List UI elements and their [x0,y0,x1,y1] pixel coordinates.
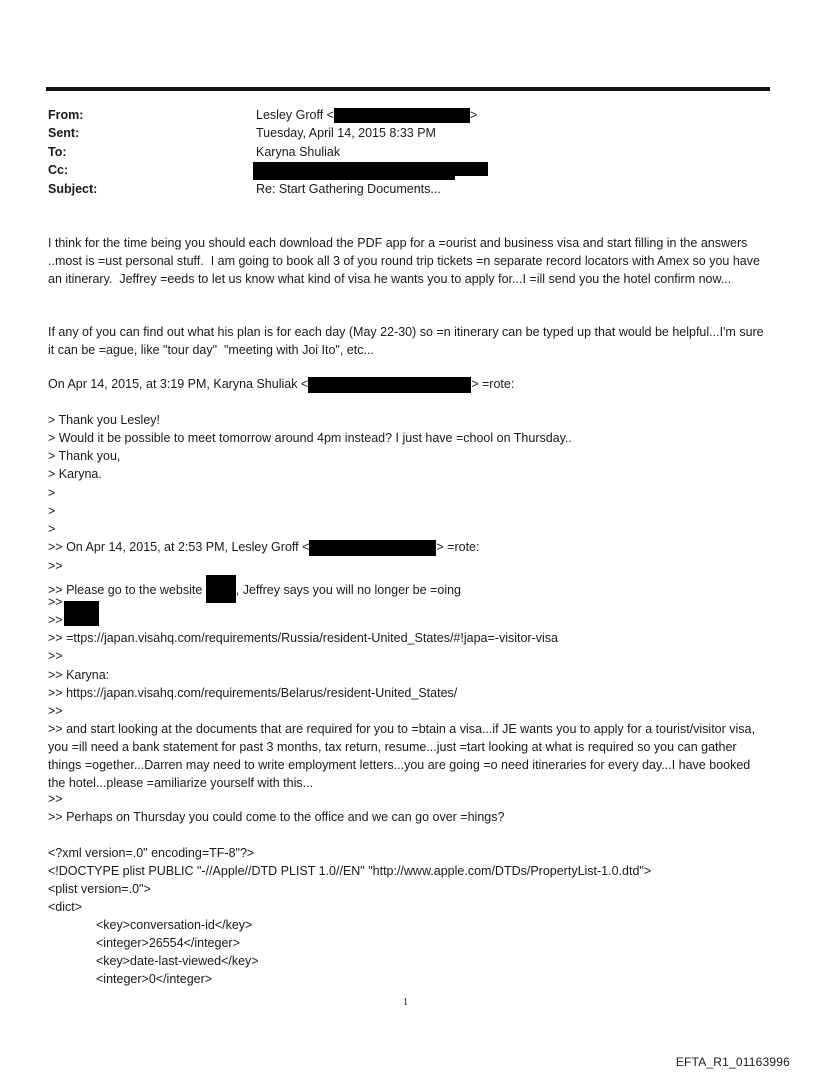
xml-entry: <integer>26554</integer> [96,936,240,950]
subject-value: Re: Start Gathering Documents... [256,182,441,196]
body-paragraph-2: If any of you can find out what his plan is for each day (May 22-30) so =n itinerary can be typed up that would be helpful...I'm sure it can be =ague, like "tour day" "meeting with Joi Ito", etc... [48,325,768,357]
page-number: 1 [403,997,408,1008]
quoted-line: >> [48,704,63,718]
cc-redaction-bar [253,162,488,176]
quoted-line: > Karyna. [48,467,102,481]
redaction-bar [64,601,99,626]
quoted-line: >> [48,792,63,806]
quoted-line: >> [48,559,63,573]
xml-doctype: <!DOCTYPE plist PUBLIC "-//Apple//DTD PLIST 1.0//EN" "http://www.apple.com/DTDs/PropertyList-1.0.dtd"> [48,864,652,878]
xml-entry: <integer>0</integer> [96,972,213,986]
quoted-line: >> [48,595,63,609]
quoted-line: > [48,504,56,518]
xml-plist: <plist version=.0"> [48,882,151,896]
quoted-line [48,611,63,629]
xml-entry: <key>date-last-viewed</key> [96,954,259,968]
to-value: Karyna Shuliak [256,145,341,159]
quoted-line: > [48,486,56,500]
from-value [256,107,477,124]
quoted-line: > Thank you Lesley! [48,413,160,427]
website-line [48,575,461,603]
redaction-bar [309,540,436,556]
quoted-line: > Would it be possible to meet tomorrow around 4pm instead? I just have =chool on Thursday.. [48,431,572,445]
to-label: To: [48,145,67,159]
perhaps-line: >> Perhaps on Thursday you could come to the office and we can go over =hings? [48,810,505,824]
xml-dict: <dict> [48,900,83,914]
xml-declaration: <?xml version=.0" encoding=TF-8"?> [48,846,255,860]
header-rule [46,87,770,91]
url-belarus: >> https://japan.visahq.com/requirements/Belarus/resident-United_States/ [48,686,458,700]
quote-header-1-pre: On Apr 14, 2015, at 3:19 PM, Karyna Shuliak < [48,377,309,391]
documents-paragraph: >> and start looking at the documents that are required for you to =btain a visa...if JE wants you to apply for a tourist/visitor visa, you =ill need a bank statement for past 3 months, tax return, resume...just =tart looking at what is required so you can gather things =ogether...Darren may need to write employment letters...you are going =o need itineraries for every day...I have booked the hotel...please =amiliarize yourself with this... [48,722,759,790]
quote-header-1-post: > =rote: [471,377,515,391]
quoted-line: >> [48,649,63,663]
quote-header-1 [48,375,514,393]
quoted-line: > Thank you, [48,449,121,463]
karyna-line: >> Karyna: [48,668,110,682]
bates-number: EFTA_R1_01163996 [675,1055,790,1069]
website-line-post: , Jeffrey says you will no longer be =oing [235,583,461,597]
cc-label: Cc: [48,163,69,177]
sent-value: Tuesday, April 14, 2015 8:33 PM [256,126,436,140]
redaction-bar [206,575,236,603]
quote-header-2-pre: >> On Apr 14, 2015, at 2:53 PM, Lesley Groff < [48,540,310,554]
redaction-bar [308,377,471,393]
sent-label: Sent: [48,126,80,140]
subject-label: Subject: [48,182,98,196]
quote-header-2 [48,538,479,556]
from-close: > [469,108,478,122]
body-paragraph-1: I think for the time being you should each download the PDF app for a =ourist and business visa and start filling in the answers ..most is =ust personal stuff. I am going to book all 3 of you round trip tickets =n separate record locators with Amex so you have an itinerary. Jeffrey =eeds to let us know what kind of visa he wants you to apply for...I =ill send you the hotel confirm now... [48,236,764,286]
xml-entry: <key>conversation-id</key> [96,918,253,932]
quote-header-2-post: > =rote: [436,540,480,554]
url-russia: >> =ttps://japan.visahq.com/requirements/Russia/resident-United_States/#!japa=-visitor-visa [48,631,558,645]
redaction-bar [334,108,470,123]
website-line-pre: >> Please go to the website [48,583,206,597]
cc-redaction-bar-lower [253,175,455,180]
quoted-marker: >> [48,613,63,627]
quoted-line: > [48,522,56,536]
from-name: Lesley Groff < [256,108,334,122]
from-label: From: [48,108,84,122]
